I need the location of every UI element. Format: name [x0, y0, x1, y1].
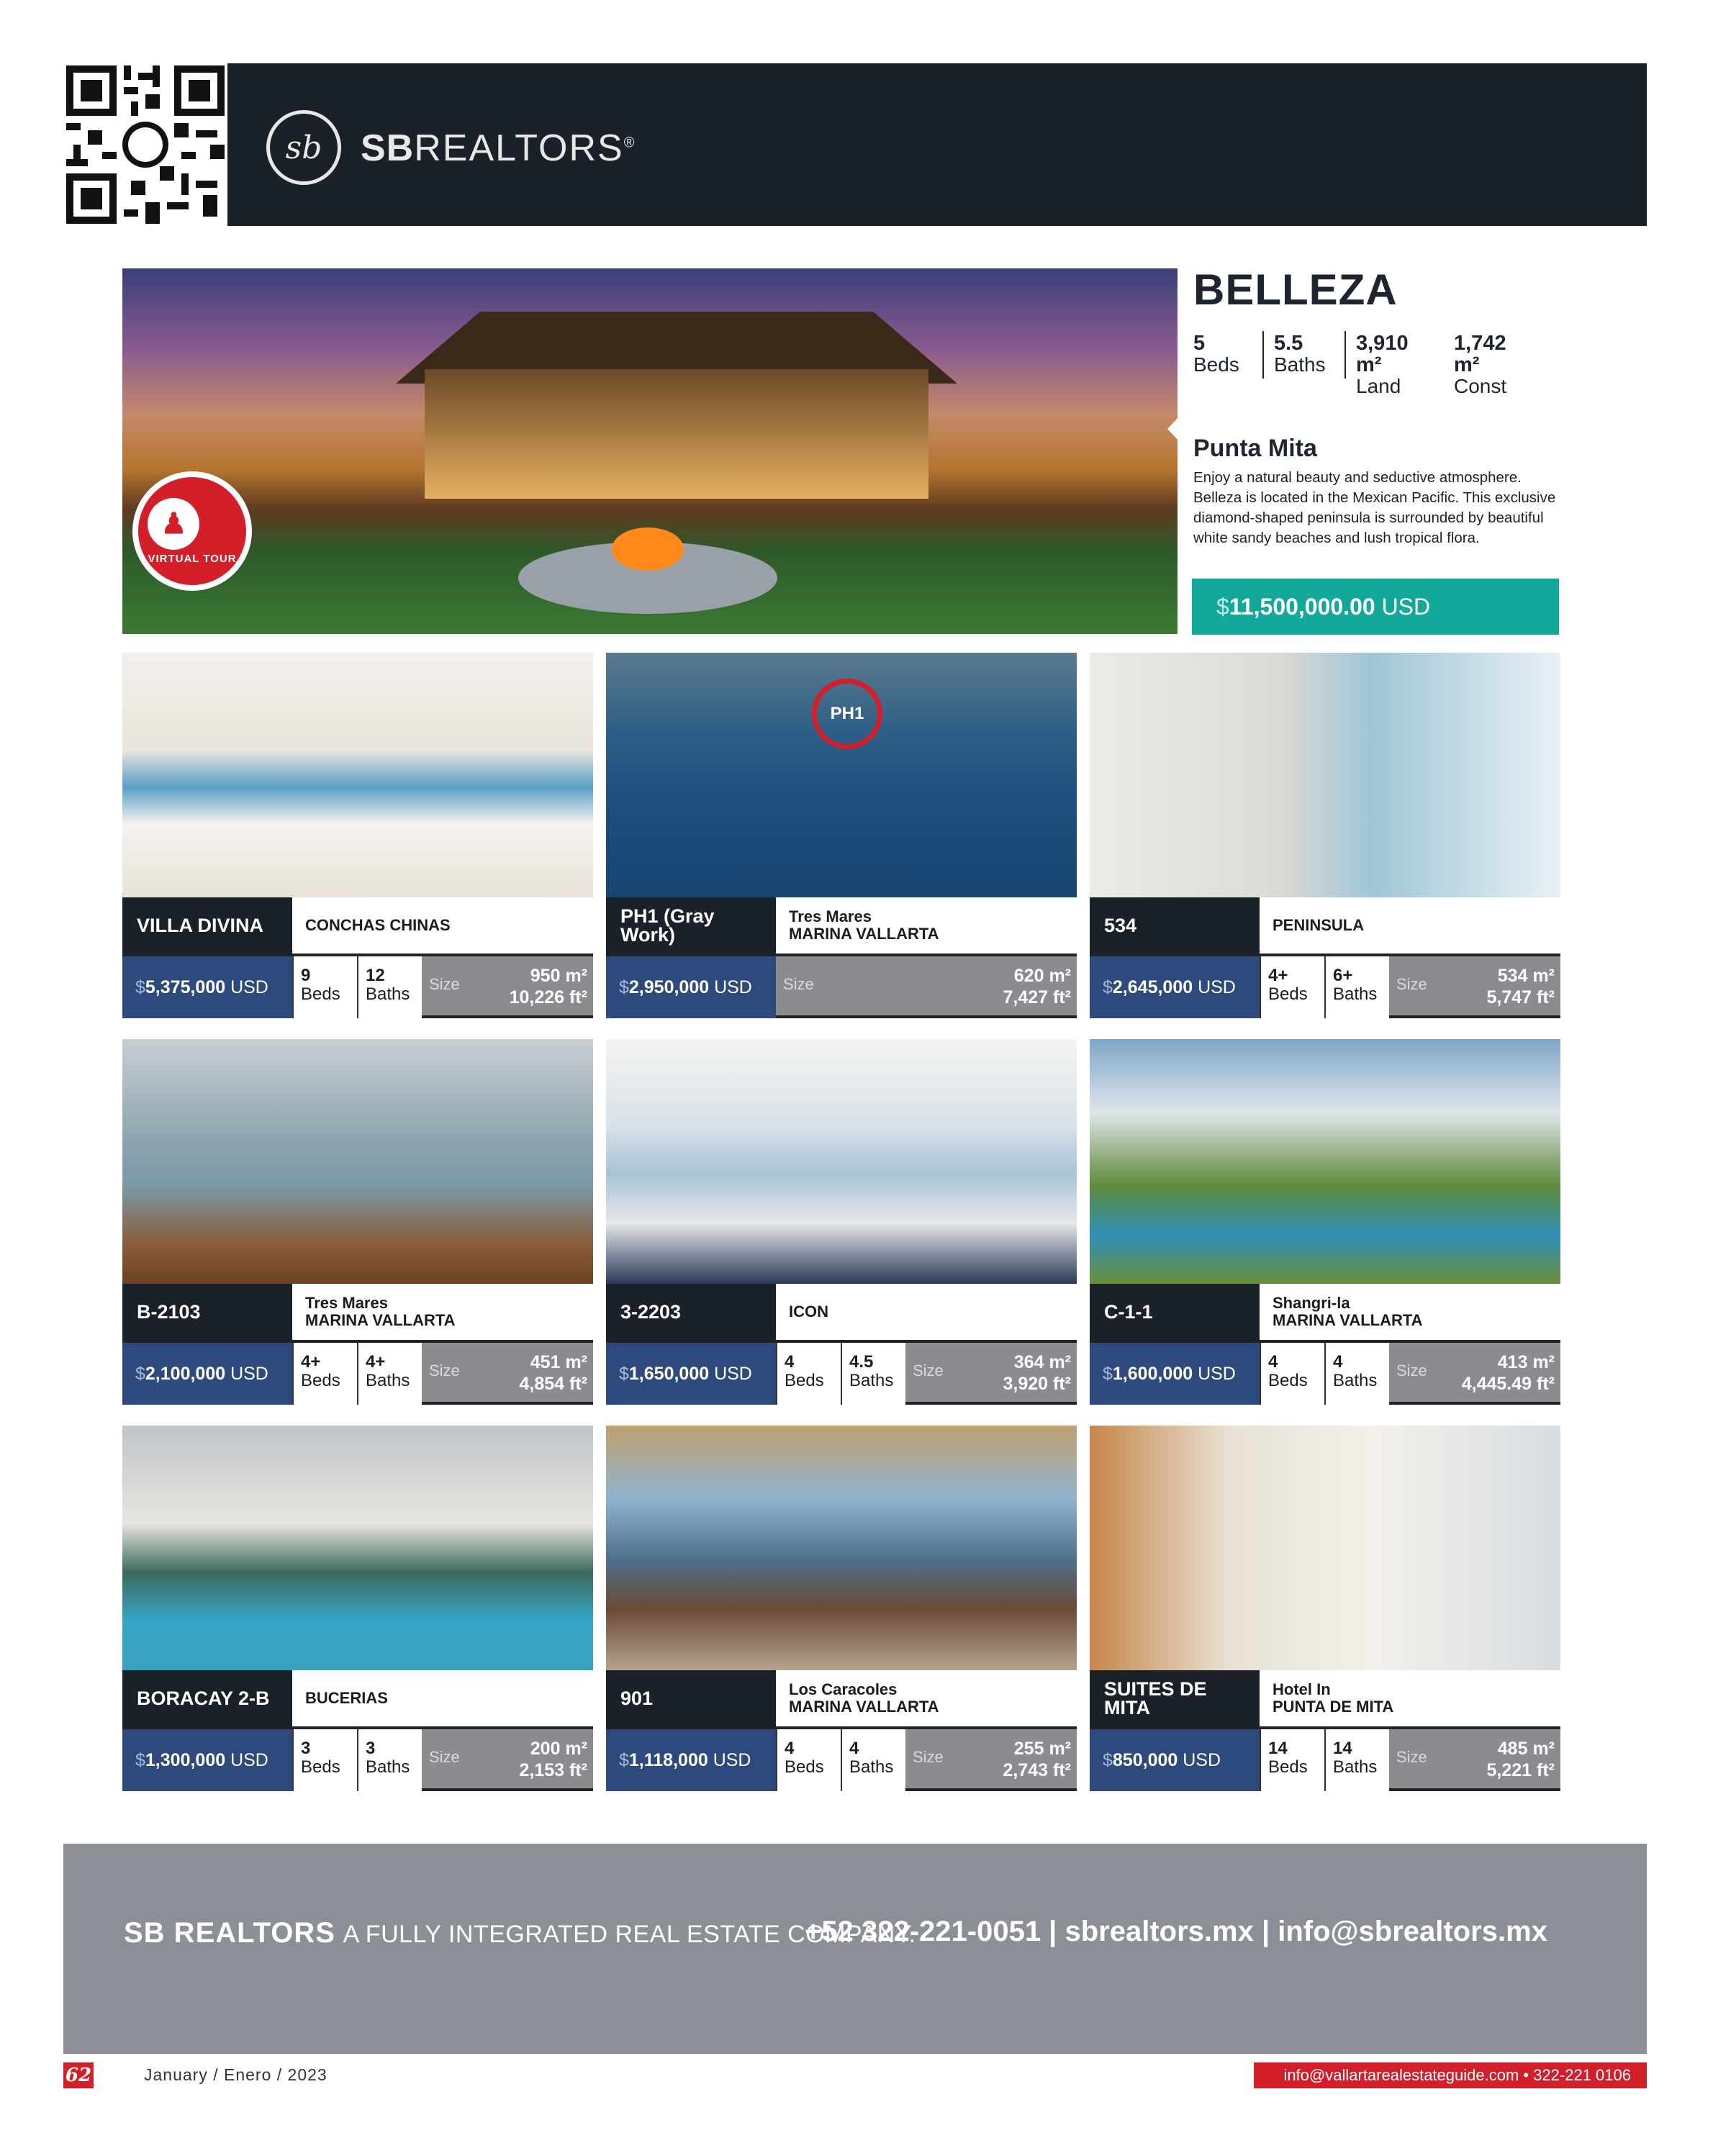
guide-contact[interactable]: info@vallartarealestateguide.com • 322-221 0106 [1254, 2062, 1647, 2088]
listing-price-bar [1090, 1343, 1560, 1405]
price-value: 1,650,000 [628, 1363, 710, 1384]
listing-location-line1: CONCHAS CHINAS [305, 916, 451, 934]
listing-size [1389, 956, 1560, 1018]
beds-label: Beds [785, 1371, 824, 1390]
beds-label: Beds [301, 1371, 340, 1390]
featured-land [1356, 332, 1409, 397]
listing-price[interactable] [1090, 1729, 1260, 1791]
listing-baths [357, 956, 422, 1018]
listing-photo[interactable] [606, 653, 1077, 897]
listing-photo[interactable] [606, 1426, 1077, 1670]
listing-card[interactable] [606, 1426, 1077, 1791]
registered-mark: ® [623, 135, 636, 151]
featured-notch [1167, 403, 1192, 455]
listing-card[interactable] [1090, 1039, 1560, 1405]
listing-price[interactable] [1090, 1343, 1260, 1405]
listing-baths [357, 1343, 422, 1405]
listing-price-bar [122, 1729, 593, 1791]
size-m2: 620 m² [1013, 966, 1071, 986]
listing-price[interactable] [606, 1343, 776, 1405]
size-value [520, 1351, 587, 1395]
listing-name-bar [122, 897, 593, 956]
listing-size [422, 1343, 593, 1405]
featured-price-symbol: $ [1216, 593, 1229, 620]
price-symbol: $ [619, 977, 629, 997]
price-currency: USD [230, 1363, 268, 1384]
size-value [510, 965, 587, 1008]
size-m2: 485 m² [1497, 1739, 1555, 1759]
listing-price[interactable] [122, 1729, 292, 1791]
listing-location-line1: ICON [789, 1303, 828, 1321]
price-value: 850,000 [1112, 1749, 1178, 1770]
featured-land-value: 3,910 m² [1356, 332, 1409, 376]
sb-logo-icon[interactable]: sb [266, 110, 341, 185]
baths-value: 4 [1333, 1352, 1343, 1372]
listing-location-line2: MARINA VALLARTA [305, 1311, 456, 1329]
listing-beds [292, 1729, 357, 1791]
featured-title: BELLEZA [1193, 266, 1398, 314]
listing-location-line2: MARINA VALLARTA [1273, 1311, 1423, 1329]
listing-location [789, 897, 939, 954]
size-ft2: 7,427 ft² [1003, 987, 1071, 1007]
size-ft2: 4,854 ft² [519, 1374, 587, 1394]
featured-price-currency: USD [1381, 593, 1431, 620]
listing-location [305, 1670, 388, 1726]
price-currency: USD [713, 1749, 751, 1770]
baths-label: Baths [849, 1371, 894, 1390]
listing-location [789, 1670, 939, 1726]
size-m2: 364 m² [1013, 1352, 1071, 1372]
featured-beds-label: Beds [1193, 353, 1239, 376]
baths-value: 6+ [1333, 966, 1353, 985]
size-label: Size [913, 1362, 944, 1380]
listing-price-bar [1090, 956, 1560, 1018]
listing-baths [1324, 956, 1389, 1018]
listing-price-bar [606, 956, 1077, 1018]
listing-size [905, 1343, 1077, 1405]
listing-baths [841, 1343, 905, 1405]
size-m2: 950 m² [530, 966, 587, 986]
listing-location [1273, 1670, 1393, 1726]
listing-price[interactable] [1090, 956, 1260, 1018]
qr-code-pattern [66, 63, 225, 226]
listing-card[interactable] [122, 1039, 593, 1405]
listing-beds [1260, 956, 1324, 1018]
brand-name-light: REALTORS [414, 127, 624, 169]
listing-name: C-1-1 [1090, 1284, 1260, 1340]
listing-price[interactable] [122, 956, 292, 1018]
listing-card[interactable] [122, 1426, 593, 1791]
listing-name-bar [1090, 897, 1560, 956]
footer-company: SB REALTORS [124, 1917, 335, 1949]
listing-location-line2: MARINA VALLARTA [789, 1698, 939, 1716]
ph1-map-marker: PH1 [812, 679, 882, 749]
featured-baths-label: Baths [1274, 353, 1326, 376]
virtual-tour-inner [148, 498, 236, 565]
listing-size [422, 1729, 593, 1791]
footer-tagline-text: A FULLY INTEGRATED REAL ESTATE COMPANY. [343, 1921, 916, 1948]
price-currency: USD [714, 977, 752, 997]
beds-label: Beds [1268, 984, 1308, 1004]
listing-baths [1324, 1343, 1389, 1405]
listing-price-bar [606, 1343, 1077, 1405]
size-m2: 200 m² [530, 1739, 587, 1759]
baths-value: 4 [849, 1739, 859, 1758]
listing-location-line1: Hotel In [1273, 1680, 1331, 1698]
baths-label: Baths [366, 1757, 410, 1777]
listing-photo[interactable] [122, 653, 593, 897]
baths-label: Baths [366, 984, 410, 1004]
listing-location-line1: Tres Mares [789, 907, 872, 925]
size-ft2: 4,445.49 ft² [1461, 1374, 1555, 1394]
size-label: Size [1396, 975, 1427, 993]
listing-price-bar [122, 956, 593, 1018]
price-symbol: $ [135, 1363, 145, 1384]
featured-const-value: 1,742 m² [1454, 332, 1506, 376]
size-m2: 255 m² [1013, 1739, 1071, 1759]
listing-name-bar [122, 1670, 593, 1729]
featured-beds-value: 5 [1193, 332, 1206, 355]
price-value: 1,300,000 [145, 1749, 226, 1770]
size-label: Size [429, 1748, 460, 1766]
listing-name-bar [606, 1670, 1077, 1729]
listing-price[interactable] [606, 956, 776, 1018]
beds-value: 4 [785, 1739, 795, 1758]
listing-name-bar [122, 1284, 593, 1343]
size-value [1487, 965, 1555, 1008]
footer-contact[interactable]: +52 322-221-0051 | sbrealtors.mx | info@sbrealtors.mx [805, 1916, 1547, 1947]
featured-baths [1274, 332, 1326, 376]
price-value: 1,600,000 [1112, 1363, 1193, 1384]
listing-beds [292, 1343, 357, 1405]
featured-price[interactable] [1192, 579, 1559, 635]
size-ft2: 5,221 ft² [1486, 1760, 1555, 1780]
listing-location-line1: BUCERIAS [305, 1689, 388, 1707]
brand-name-bold: SB [361, 127, 415, 169]
listing-location-line1: PENINSULA [1273, 916, 1365, 934]
beds-value: 4 [785, 1352, 795, 1372]
price-currency: USD [1198, 977, 1236, 997]
listing-name: 901 [606, 1670, 776, 1726]
baths-value: 12 [366, 966, 385, 985]
size-ft2: 2,153 ft² [519, 1760, 587, 1780]
price-currency: USD [1198, 1363, 1236, 1384]
listing-name: 3-2203 [606, 1284, 776, 1340]
size-label: Size [429, 1362, 460, 1380]
price-value: 2,100,000 [145, 1363, 226, 1384]
baths-label: Baths [1333, 984, 1378, 1004]
price-value: 5,375,000 [145, 977, 226, 997]
listing-location [305, 897, 451, 954]
listing-card[interactable] [122, 653, 593, 1018]
price-currency: USD [230, 977, 268, 997]
listing-card[interactable] [606, 1039, 1077, 1405]
listing-price-bar [1090, 1729, 1560, 1791]
virtual-tour-label: VIRTUAL TOUR [148, 552, 237, 565]
listing-location-line2: PUNTA DE MITA [1273, 1698, 1394, 1716]
listing-photo[interactable] [1090, 653, 1560, 897]
price-symbol: $ [1103, 1363, 1113, 1384]
baths-label: Baths [849, 1757, 894, 1777]
baths-value: 4.5 [849, 1352, 874, 1372]
featured-price-value: 11,500,000.00 [1229, 593, 1375, 620]
listing-location-line1: Tres Mares [305, 1294, 388, 1312]
listing-name-bar [606, 1284, 1077, 1343]
brand-name[interactable] [361, 127, 636, 170]
listing-beds [776, 1343, 841, 1405]
featured-const [1454, 332, 1506, 397]
beds-value: 4+ [1268, 966, 1288, 985]
listing-size [1389, 1343, 1560, 1405]
listing-location [789, 1284, 828, 1340]
footer-band [63, 1844, 1647, 2054]
listing-photo[interactable] [1090, 1039, 1560, 1284]
price-value: 2,950,000 [628, 977, 710, 997]
size-value [1487, 1738, 1555, 1781]
beds-label: Beds [301, 1757, 340, 1777]
size-m2: 534 m² [1497, 966, 1555, 986]
listing-beds [292, 956, 357, 1018]
size-ft2: 5,747 ft² [1486, 987, 1555, 1007]
baths-label: Baths [1333, 1371, 1378, 1390]
listing-size [776, 956, 1077, 1018]
issue-date: January / Enero / 2023 [144, 2065, 327, 2084]
baths-value: 3 [366, 1739, 376, 1758]
size-label: Size [783, 975, 814, 993]
footer-tagline [124, 1917, 916, 1949]
price-symbol: $ [1103, 1749, 1113, 1770]
listing-name: B-2103 [122, 1284, 292, 1340]
featured-house-shape [425, 369, 928, 499]
featured-const-label: Const [1454, 375, 1507, 397]
listing-location [1273, 897, 1364, 954]
listing-name: VILLA DIVINA [122, 897, 292, 954]
price-symbol: $ [135, 977, 145, 997]
listing-name-bar [606, 897, 1077, 956]
listing-card[interactable] [1090, 653, 1560, 1018]
price-currency: USD [1183, 1749, 1221, 1770]
price-value: 2,645,000 [1112, 977, 1193, 997]
listing-location [1273, 1284, 1423, 1340]
featured-description: Enjoy a natural beauty and seductive atmosphere. Belleza is located in the Mexican Pacific. This exclusive diamond-shaped peninsula is surrounded by beautiful white sandy beaches and lush tropical flora. [1193, 469, 1556, 546]
size-m2: 451 m² [530, 1352, 587, 1372]
beds-value: 3 [301, 1739, 311, 1758]
virtual-tour-badge[interactable] [132, 471, 252, 591]
price-symbol: $ [619, 1749, 629, 1770]
listing-beds [1260, 1729, 1324, 1791]
size-value [1003, 1351, 1071, 1395]
beds-value: 4+ [301, 1352, 321, 1372]
listing-card[interactable] [1090, 1426, 1560, 1791]
person-icon: ♟ [148, 498, 199, 550]
listing-baths [841, 1729, 905, 1791]
listing-beds [776, 1729, 841, 1791]
listing-photo[interactable] [606, 1039, 1077, 1284]
price-symbol: $ [135, 1749, 145, 1770]
listing-location-line2: MARINA VALLARTA [789, 925, 939, 943]
listing-price[interactable] [606, 1729, 776, 1791]
price-value: 1,118,000 [628, 1749, 708, 1770]
beds-label: Beds [301, 984, 340, 1004]
listing-beds [1260, 1343, 1324, 1405]
size-ft2: 3,920 ft² [1003, 1374, 1071, 1394]
beds-value: 4 [1268, 1352, 1278, 1372]
size-value [1003, 1738, 1071, 1781]
listing-name: PH1 (Gray Work) [606, 897, 776, 954]
price-currency: USD [230, 1749, 268, 1770]
featured-photo[interactable] [122, 268, 1178, 634]
listing-name: SUITES DE MITA [1090, 1670, 1260, 1726]
featured-baths-value: 5.5 [1274, 332, 1303, 355]
listing-price-bar [122, 1343, 593, 1405]
baths-label: Baths [1333, 1757, 1378, 1777]
listing-location-line1: Shangri-la [1273, 1294, 1350, 1312]
fire-flame-shape [612, 527, 684, 571]
page-number: 62 [63, 2062, 94, 2088]
featured-stat-divider [1344, 331, 1346, 379]
price-symbol: $ [619, 1363, 629, 1384]
featured-land-label: Land [1356, 375, 1401, 397]
listing-name: 534 [1090, 897, 1260, 954]
listing-photo[interactable] [122, 1039, 593, 1284]
baths-value: 14 [1333, 1739, 1352, 1758]
beds-label: Beds [1268, 1371, 1308, 1390]
beds-value: 14 [1268, 1739, 1288, 1758]
listing-name-bar [1090, 1670, 1560, 1729]
price-currency: USD [714, 1363, 752, 1384]
baths-value: 4+ [366, 1352, 386, 1372]
listing-baths [1324, 1729, 1389, 1791]
size-ft2: 2,743 ft² [1003, 1760, 1071, 1780]
listing-photo[interactable] [1090, 1426, 1560, 1670]
listing-size [905, 1729, 1077, 1791]
featured-stat-divider [1262, 331, 1264, 379]
listing-photo[interactable] [122, 1426, 593, 1670]
size-label: Size [1396, 1748, 1427, 1766]
listing-card[interactable] [606, 653, 1077, 1018]
listing-location [305, 1284, 456, 1340]
size-ft2: 10,226 ft² [509, 987, 587, 1007]
listing-price-bar [606, 1729, 1077, 1791]
listing-name: BORACAY 2-B [122, 1670, 292, 1726]
size-label: Size [913, 1748, 944, 1766]
featured-beds [1193, 332, 1239, 376]
size-value [520, 1738, 587, 1781]
beds-label: Beds [785, 1757, 824, 1777]
listing-name-bar [1090, 1284, 1560, 1343]
size-label: Size [429, 975, 460, 993]
size-m2: 413 m² [1497, 1352, 1555, 1372]
listing-size [1389, 1729, 1560, 1791]
price-symbol: $ [1103, 977, 1113, 997]
listing-size [422, 956, 593, 1018]
header-bar [227, 63, 1647, 226]
size-value [1003, 965, 1071, 1008]
listing-price[interactable] [122, 1343, 292, 1405]
listing-baths [357, 1729, 422, 1791]
beds-value: 9 [301, 966, 311, 985]
size-value [1462, 1351, 1555, 1395]
baths-label: Baths [366, 1371, 410, 1390]
qr-code[interactable] [66, 63, 225, 226]
beds-label: Beds [1268, 1757, 1308, 1777]
featured-location: Punta Mita [1193, 435, 1317, 462]
size-label: Size [1396, 1362, 1427, 1380]
listing-location-line1: Los Caracoles [789, 1680, 898, 1698]
